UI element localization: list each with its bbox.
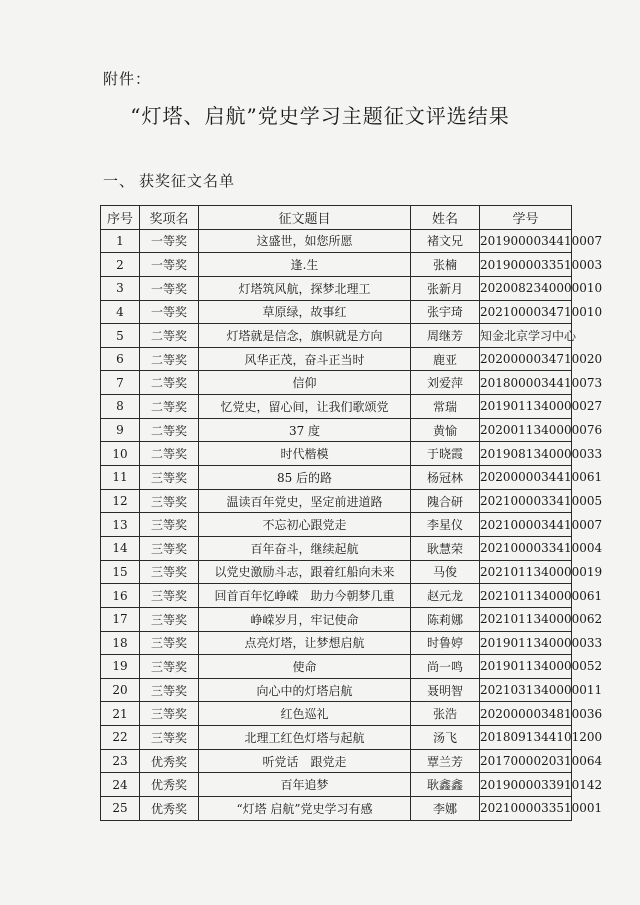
cell-essay-title: 点亮灯塔，让梦想启航 (199, 631, 411, 655)
cell-index: 17 (101, 607, 140, 631)
cell-name: 黄愉 (411, 418, 480, 442)
cell-student-id: 2020011340000076 (480, 418, 572, 442)
cell-essay-title: 灯塔就是信念，旗帜就是方向 (199, 324, 411, 348)
cell-student-id: 2021011340000061 (480, 584, 572, 608)
cell-essay-title: 85 后的路 (199, 466, 411, 490)
table-body (101, 229, 603, 820)
cell-student-id: 2020082340000010 (480, 276, 572, 300)
header-student-id: 学号 (480, 206, 572, 230)
cell-student-id: 2020000034410061 (480, 466, 572, 490)
cell-index: 23 (101, 749, 140, 773)
table-row (101, 726, 572, 750)
table-row (101, 300, 572, 324)
cell-name: 覃兰芳 (411, 749, 480, 773)
cell-index: 2 (101, 253, 140, 277)
cell-student-id: 2019011340000027 (480, 395, 572, 419)
cell-essay-title: 不忘初心跟党走 (199, 513, 411, 537)
section-label: 获奖征文名单 (139, 172, 236, 190)
cell-essay-title: 红色巡礼 (199, 702, 411, 726)
attachment-label: 附件： (103, 70, 152, 88)
cell-index: 11 (101, 466, 140, 490)
cell-name: 李星仪 (411, 513, 480, 537)
cell-award: 三等奖 (140, 655, 199, 679)
award-table (100, 205, 603, 821)
cell-essay-title: 草原绿，故事红 (199, 300, 411, 324)
cell-award: 二等奖 (140, 371, 199, 395)
cell-award: 三等奖 (140, 513, 199, 537)
cell-award: 二等奖 (140, 418, 199, 442)
cell-award: 二等奖 (140, 324, 199, 348)
table-row (101, 466, 572, 490)
cell-index: 18 (101, 631, 140, 655)
cell-essay-title: 37 度 (199, 418, 411, 442)
cell-name: 隗合研 (411, 489, 480, 513)
cell-award: 三等奖 (140, 536, 199, 560)
cell-essay-title: 向心中的灯塔启航 (199, 678, 411, 702)
cell-student-id: 2020000034810036 (480, 702, 572, 726)
cell-student-id: 2017000020310064 (480, 749, 572, 773)
table-row (101, 253, 572, 277)
cell-name: 尚一鸣 (411, 655, 480, 679)
cell-essay-title: 听党话 跟党走 (199, 749, 411, 773)
cell-name: 周继芳 (411, 324, 480, 348)
section-number: 一、 (103, 172, 136, 190)
cell-name: 汤飞 (411, 726, 480, 750)
cell-student-id: 2021031340000011 (480, 678, 572, 702)
cell-index: 21 (101, 702, 140, 726)
table-row (101, 395, 572, 419)
cell-essay-title: 忆党史，留心间，让我们歌颂党 (199, 395, 411, 419)
table-row (101, 584, 572, 608)
cell-name: 张浩 (411, 702, 480, 726)
header-index: 序号 (101, 206, 140, 230)
cell-index: 8 (101, 395, 140, 419)
table-row (101, 702, 572, 726)
cell-essay-title: 百年奋斗，继续起航 (199, 536, 411, 560)
header-essay-title: 征文题目 (199, 206, 411, 230)
cell-award: 三等奖 (140, 607, 199, 631)
cell-index: 22 (101, 726, 140, 750)
cell-index: 19 (101, 655, 140, 679)
cell-name: 鹿亚 (411, 347, 480, 371)
cell-index: 15 (101, 560, 140, 584)
cell-name: 常瑞 (411, 395, 480, 419)
cell-essay-title: 峥嵘岁月，牢记使命 (199, 607, 411, 631)
cell-award: 三等奖 (140, 584, 199, 608)
cell-name: 马俊 (411, 560, 480, 584)
cell-essay-title: 以党史激励斗志，跟着红船向未来 (199, 560, 411, 584)
table-row (101, 631, 572, 655)
table-row (101, 418, 572, 442)
header-name: 姓名 (411, 206, 480, 230)
cell-index: 25 (101, 797, 140, 821)
cell-essay-title: 温读百年党史，坚定前进道路 (199, 489, 411, 513)
cell-award: 三等奖 (140, 726, 199, 750)
cell-essay-title: 风华正茂，奋斗正当时 (199, 347, 411, 371)
cell-student-id: 2020000034710020 (480, 347, 572, 371)
cell-student-id: 2021011340000062 (480, 607, 572, 631)
cell-name: 张楠 (411, 253, 480, 277)
cell-name: 耿慧荣 (411, 536, 480, 560)
cell-name: 褚文兄 (411, 229, 480, 253)
document-title: “灯塔、启航”党史学习主题征文评选结果 (130, 104, 510, 128)
cell-name: 陈莉娜 (411, 607, 480, 631)
section-heading (103, 170, 235, 191)
cell-name: 赵元龙 (411, 584, 480, 608)
cell-essay-title: 灯塔筑风航，探梦北理工 (199, 276, 411, 300)
table-row (101, 773, 572, 797)
cell-essay-title: 这盛世，如您所愿 (199, 229, 411, 253)
table-row (101, 324, 572, 348)
cell-award: 一等奖 (140, 276, 199, 300)
cell-award: 三等奖 (140, 678, 199, 702)
cell-index: 6 (101, 347, 140, 371)
cell-index: 7 (101, 371, 140, 395)
cell-student-id: 2018091344101200 (480, 726, 572, 750)
cell-award: 优秀奖 (140, 773, 199, 797)
cell-student-id: 2021000033410005 (480, 489, 572, 513)
table-row (101, 371, 572, 395)
table-row (101, 797, 572, 821)
cell-award: 二等奖 (140, 347, 199, 371)
cell-award: 二等奖 (140, 395, 199, 419)
cell-award: 三等奖 (140, 560, 199, 584)
table-row (101, 655, 572, 679)
table-row (101, 607, 572, 631)
cell-essay-title: 时代楷模 (199, 442, 411, 466)
cell-award: 三等奖 (140, 489, 199, 513)
cell-index: 20 (101, 678, 140, 702)
cell-student-id: 2021011340000019 (480, 560, 572, 584)
cell-student-id: 2019000033910142 (480, 773, 572, 797)
cell-index: 9 (101, 418, 140, 442)
cell-index: 24 (101, 773, 140, 797)
table-header-row (101, 206, 572, 230)
cell-essay-title: 信仰 (199, 371, 411, 395)
cell-index: 14 (101, 536, 140, 560)
cell-index: 5 (101, 324, 140, 348)
cell-index: 10 (101, 442, 140, 466)
cell-award: 三等奖 (140, 466, 199, 490)
cell-name: 张宇琦 (411, 300, 480, 324)
table-row (101, 276, 572, 300)
cell-student-id: 2021000033510001 (480, 797, 572, 821)
cell-student-id: 2019011340000052 (480, 655, 572, 679)
cell-student-id: 2021000034710010 (480, 300, 572, 324)
cell-name: 刘爱萍 (411, 371, 480, 395)
cell-essay-title: 使命 (199, 655, 411, 679)
cell-student-id: 2019011340000033 (480, 631, 572, 655)
cell-award: 三等奖 (140, 631, 199, 655)
cell-essay-title: “灯塔 启航”党史学习有感 (199, 797, 411, 821)
cell-index: 3 (101, 276, 140, 300)
cell-index: 4 (101, 300, 140, 324)
cell-name: 李娜 (411, 797, 480, 821)
cell-essay-title: 回首百年忆峥嵘 助力今朝梦几重 (199, 584, 411, 608)
cell-name: 于晓霞 (411, 442, 480, 466)
cell-student-id: 2019000034410007 (480, 229, 572, 253)
cell-index: 1 (101, 229, 140, 253)
header-award: 奖项名 (140, 206, 199, 230)
cell-award: 一等奖 (140, 229, 199, 253)
cell-award: 一等奖 (140, 253, 199, 277)
cell-index: 12 (101, 489, 140, 513)
table-row (101, 442, 572, 466)
table-row (101, 347, 572, 371)
cell-name: 张新月 (411, 276, 480, 300)
cell-essay-title: 北理工红色灯塔与起航 (199, 726, 411, 750)
cell-name: 杨冠林 (411, 466, 480, 490)
cell-student-id: 2021000034410007 (480, 513, 572, 537)
cell-award: 优秀奖 (140, 797, 199, 821)
cell-award: 二等奖 (140, 442, 199, 466)
cell-student-id: 2018000034410073 (480, 371, 572, 395)
cell-student-id: 2019081340000033 (480, 442, 572, 466)
cell-index: 13 (101, 513, 140, 537)
table-row (101, 513, 572, 537)
cell-index: 16 (101, 584, 140, 608)
cell-essay-title: 百年追梦 (199, 773, 411, 797)
cell-name: 时鲁婷 (411, 631, 480, 655)
cell-student-id: 2019000033510003 (480, 253, 572, 277)
cell-name: 聂明智 (411, 678, 480, 702)
table-row (101, 489, 572, 513)
table-row (101, 229, 572, 253)
cell-student-id: 知金北京学习中心 (480, 324, 572, 348)
table-row (101, 560, 572, 584)
cell-award: 三等奖 (140, 702, 199, 726)
cell-essay-title: 逢.生 (199, 253, 411, 277)
table-row (101, 678, 572, 702)
table-row (101, 536, 572, 560)
cell-award: 一等奖 (140, 300, 199, 324)
cell-student-id: 2021000033410004 (480, 536, 572, 560)
cell-name: 耿鑫鑫 (411, 773, 480, 797)
table-row (101, 749, 572, 773)
cell-award: 优秀奖 (140, 749, 199, 773)
